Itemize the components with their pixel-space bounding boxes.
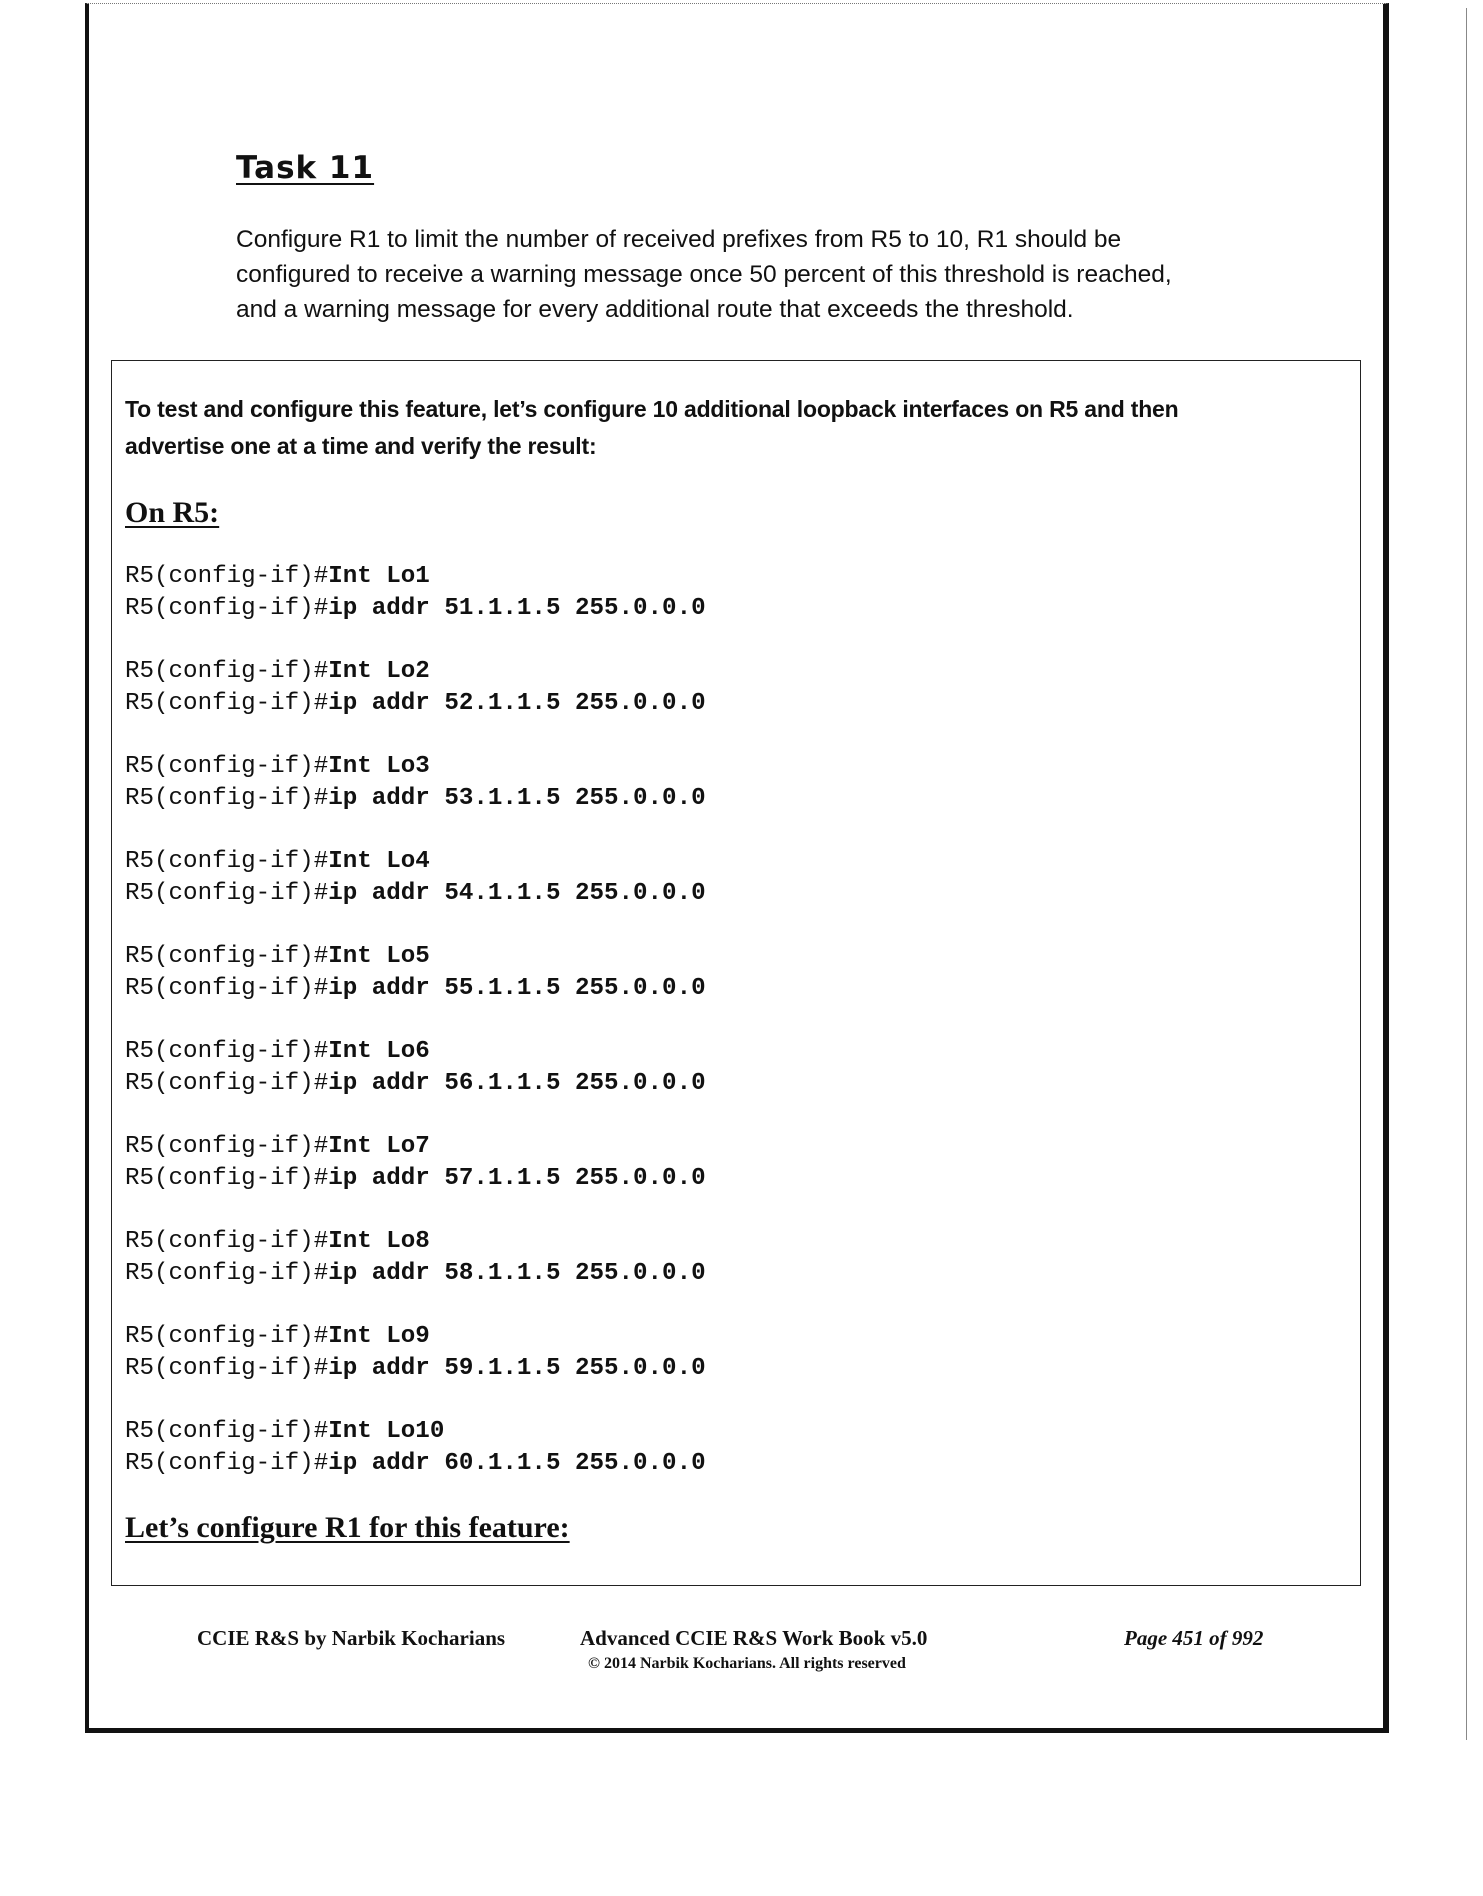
ip-address-command-line — [125, 688, 706, 720]
section-heading-on-r5: On R5: — [125, 496, 220, 529]
solution-intro-line: advertise one at a time and verify the result: — [125, 433, 597, 459]
cli-prompt: R5(config-if)# — [125, 975, 329, 1002]
interface-command-line — [125, 846, 706, 878]
cli-prompt: R5(config-if)# — [125, 1228, 329, 1255]
cli-command: Int Lo4 — [328, 848, 430, 875]
cli-prompt: R5(config-if)# — [125, 690, 329, 717]
ip-address-command-line — [125, 878, 706, 910]
solution-intro-line: To test and configure this feature, let’s configure 10 additional loopback interfaces on R5 and then — [125, 396, 1179, 422]
interface-command-line — [125, 656, 706, 688]
solution-box — [111, 360, 1361, 1586]
cli-prompt: R5(config-if)# — [125, 785, 329, 812]
cli-prompt: R5(config-if)# — [125, 1323, 329, 1350]
cli-command: ip addr 54.1.1.5 255.0.0.0 — [328, 880, 706, 907]
ip-address-command-line — [125, 1448, 706, 1480]
task-description-line: and a warning message for every additional route that exceeds the threshold. — [236, 296, 1074, 323]
cli-command: ip addr 57.1.1.5 255.0.0.0 — [328, 1165, 706, 1192]
cli-command: Int Lo10 — [328, 1418, 445, 1445]
command-block — [125, 1226, 706, 1321]
command-block — [125, 1036, 706, 1131]
interface-command-line — [125, 561, 706, 593]
interface-command-line — [125, 751, 706, 783]
cli-prompt: R5(config-if)# — [125, 1418, 329, 1445]
cli-prompt: R5(config-if)# — [125, 848, 329, 875]
interface-command-line — [125, 1321, 706, 1353]
solution-intro — [125, 391, 1179, 465]
cli-command: Int Lo7 — [328, 1133, 430, 1160]
cli-command: Int Lo6 — [328, 1038, 430, 1065]
command-block — [125, 656, 706, 751]
cli-prompt: R5(config-if)# — [125, 1070, 329, 1097]
cli-prompt: R5(config-if)# — [125, 658, 329, 685]
cli-command: ip addr 58.1.1.5 255.0.0.0 — [328, 1260, 706, 1287]
cli-prompt: R5(config-if)# — [125, 1038, 329, 1065]
task-description-line: Configure R1 to limit the number of received prefixes from R5 to 10, R1 should be — [236, 226, 1122, 253]
ip-address-command-line — [125, 1353, 706, 1385]
cli-prompt: R5(config-if)# — [125, 1450, 329, 1477]
footer-book-info — [580, 1626, 980, 1673]
cli-prompt: R5(config-if)# — [125, 563, 329, 590]
cli-prompt: R5(config-if)# — [125, 595, 329, 622]
cli-prompt: R5(config-if)# — [125, 880, 329, 907]
command-block — [125, 941, 706, 1036]
command-block — [125, 561, 706, 656]
footer-page-number: Page 451 of 992 — [1124, 1626, 1264, 1650]
ip-address-command-line — [125, 593, 706, 625]
command-block — [125, 1321, 706, 1416]
cli-command: Int Lo8 — [328, 1228, 430, 1255]
ip-address-command-line — [125, 1163, 706, 1195]
cli-command: ip addr 56.1.1.5 255.0.0.0 — [328, 1070, 706, 1097]
command-block — [125, 846, 706, 941]
cli-command: ip addr 52.1.1.5 255.0.0.0 — [328, 690, 706, 717]
cli-prompt: R5(config-if)# — [125, 943, 329, 970]
section-heading-configure-r1: Let’s configure R1 for this feature: — [125, 1511, 570, 1544]
cli-command: Int Lo2 — [328, 658, 430, 685]
interface-command-line — [125, 1036, 706, 1068]
footer-author: CCIE R&S by Narbik Kocharians — [197, 1626, 506, 1650]
cli-prompt: R5(config-if)# — [125, 1260, 329, 1287]
footer-copyright: © 2014 Narbik Kocharians. All rights reserved — [588, 1655, 906, 1672]
cli-prompt: R5(config-if)# — [125, 753, 329, 780]
interface-command-line — [125, 1226, 706, 1258]
interface-command-line — [125, 1131, 706, 1163]
cli-prompt: R5(config-if)# — [125, 1133, 329, 1160]
footer-book-title: Advanced CCIE R&S Work Book v5.0 — [580, 1626, 928, 1650]
cli-command: ip addr 53.1.1.5 255.0.0.0 — [328, 785, 706, 812]
cli-command: Int Lo1 — [328, 563, 430, 590]
cli-command: Int Lo5 — [328, 943, 430, 970]
cli-prompt: R5(config-if)# — [125, 1165, 329, 1192]
ip-address-command-line — [125, 783, 706, 815]
command-block — [125, 1131, 706, 1226]
interface-command-line — [125, 1416, 706, 1448]
task-description-line: configured to receive a warning message once 50 percent of this threshold is reached, — [236, 261, 1172, 288]
ip-address-command-line — [125, 1068, 706, 1100]
cli-command: Int Lo3 — [328, 753, 430, 780]
task-description — [236, 222, 1236, 327]
cli-prompt: R5(config-if)# — [125, 1355, 329, 1382]
scan-edge-line — [1466, 8, 1467, 1740]
task-title: Task 11 — [236, 150, 375, 186]
cli-command: Int Lo9 — [328, 1323, 430, 1350]
command-block — [125, 751, 706, 846]
cli-command: ip addr 55.1.1.5 255.0.0.0 — [328, 975, 706, 1002]
config-commands — [125, 561, 706, 1511]
ip-address-command-line — [125, 1258, 706, 1290]
cli-command: ip addr 60.1.1.5 255.0.0.0 — [328, 1450, 706, 1477]
cli-command: ip addr 51.1.1.5 255.0.0.0 — [328, 595, 706, 622]
cli-command: ip addr 59.1.1.5 255.0.0.0 — [328, 1355, 706, 1382]
command-block — [125, 1416, 706, 1511]
interface-command-line — [125, 941, 706, 973]
ip-address-command-line — [125, 973, 706, 1005]
